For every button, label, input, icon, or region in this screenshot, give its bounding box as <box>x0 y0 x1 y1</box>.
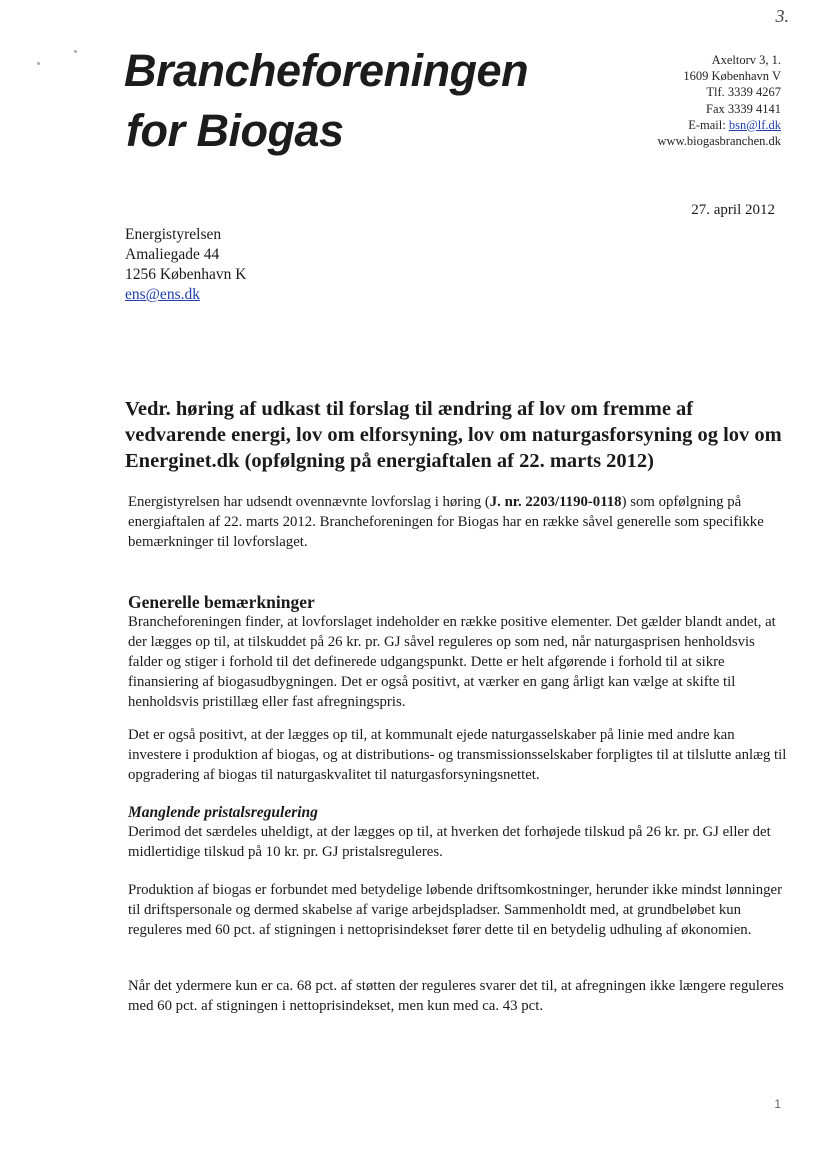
address-email-row <box>658 117 781 133</box>
recipient-street: Amaliegade 44 <box>125 246 220 263</box>
recipient-email-link[interactable]: ens@ens.dk <box>125 286 200 303</box>
price-paragraph-3: Når det ydermere kun er ca. 68 pct. af støtten der reguleres svarer det til, at afregningen ikke længere reguleres med 60 pct. af stigningen i nettoprisindekset, men kun med ca. 43 pct. <box>128 978 784 1014</box>
general-paragraph-2: Det er også positivt, at der lægges op til, at kommunalt ejede naturgasselskaber på linie med andre kan investere i produktion af biogas, og at distributions- og transmissionsselskaber forpligtes til at tilslutte anlæg til opgradering af biogas til naturgaskvalitet til naturgasforsyningsnettet. <box>128 727 787 783</box>
page-mark: 3. <box>775 6 789 26</box>
general-paragraph-1: Brancheforeningen finder, at lovforslaget indeholder en række positive elementer. Det gælder blandt andet, at der lægges op til, at tilskuddet på 26 kr. pr. GJ såvel reguleres op som ned, når naturgasprisen henholdsvis falder og stiger i forhold til det definerede udgangspunkt. Dette er helt afgørende i forhold til at sikre finansiering af biogasudbygningen. Det er også positivt, at værker en gang årligt kan vælge at skifte til henholdsvis pristillæg eller fast afregningspris. <box>128 614 776 710</box>
address-fax: Fax 3339 4141 <box>706 101 781 116</box>
address-website: www.biogasbranchen.dk <box>657 134 781 149</box>
heading-general-remarks: Generelle bemærkninger <box>128 592 315 612</box>
logo-line-2: for Biogas <box>126 105 344 156</box>
scan-speck <box>37 62 40 65</box>
address-city: 1609 København V <box>683 69 781 84</box>
recipient-name: Energistyrelsen <box>125 226 222 243</box>
email-label: E-mail: <box>688 117 729 132</box>
intro-paragraph <box>128 492 788 552</box>
recipient-address <box>125 225 246 305</box>
scan-speck <box>74 50 77 53</box>
address-street: Axeltorv 3, 1. <box>711 53 781 67</box>
sender-email-link[interactable]: bsn@lf.dk <box>728 117 781 132</box>
price-paragraph-1: Derimod det særdeles uheldigt, at der lægges op til, at hverken det forhøjede tilskud på 26 kr. pr. GJ eller det midlertidige tilskud på 10 kr. pr. GJ pristalsreguleres. <box>128 824 771 860</box>
letter-date: 27. april 2012 <box>691 202 775 218</box>
price-paragraph-2: Produktion af biogas er forbundet med betydelige løbende driftsomkostninger, herunder ikke mindst lønninger til driftspersonale og dermed skabelse af varige arbejdspladser. Sammenholdt med, at grundbeløbet kun reguleres med 60 pct. af stigningen i nettoprisindekset fører dette til en betydelig udhuling af økonomien. <box>128 882 783 938</box>
intro-text-after: ) som opfølgning på energiaftalen af 22. marts 2012. Brancheforeningen for Biogas har en række såvel generelle som specifikke bemærkninger til lovforslaget. <box>128 494 764 550</box>
journal-reference: J. nr. 2203/1190-0118 <box>489 494 622 510</box>
address-phone: Tlf. 3339 4267 <box>706 85 781 100</box>
page-number: 1 <box>774 1097 781 1111</box>
heading-price-regulation: Manglende pristalsregulering <box>128 804 318 821</box>
logo-line-1: Brancheforeningen <box>124 45 529 96</box>
sender-address <box>658 52 781 149</box>
letter-subject: Vedr. høring af udkast til forslag til ændring af lov om fremme af vedvarende energi, lov om elforsyning, lov om naturgasforsyning og lov om Energinet.dk (opfølgning på energiaftalen af 22. marts 2012) <box>125 398 782 472</box>
intro-text-before: Energistyrelsen har udsendt ovennævnte lovforslag i høring ( <box>128 494 490 510</box>
recipient-city: 1256 København K <box>125 266 247 283</box>
